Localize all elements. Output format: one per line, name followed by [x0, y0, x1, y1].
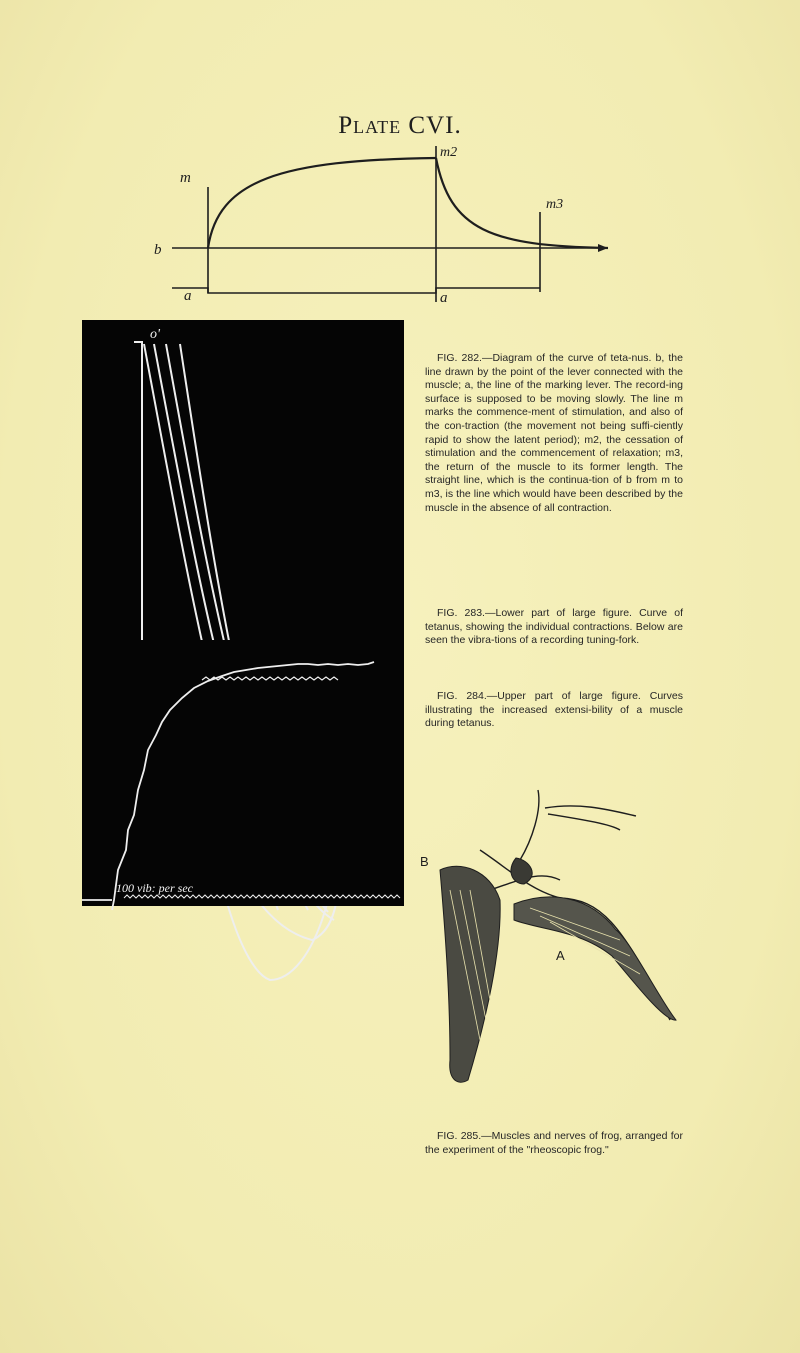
- label-A: A: [556, 948, 565, 963]
- label-b: b: [154, 242, 162, 258]
- label-m2: m2: [440, 145, 458, 160]
- label-m3: m3: [546, 197, 564, 212]
- fig282-diagram: [154, 140, 620, 315]
- label-a-left: a: [184, 288, 192, 304]
- plate-title: Plate CVI.: [338, 112, 462, 139]
- caption-fig284: FIG. 284.—Upper part of large figure. Curves illustrating the increased extensi-bility of a muscle during tetanus.: [425, 690, 683, 730]
- label-B: B: [420, 854, 429, 869]
- label-o-top: o': [150, 327, 160, 342]
- label-m: m: [180, 170, 191, 186]
- caption-fig283: FIG. 283.—Lower part of large figure. Curve of tetanus, showing the individual contractions. Below are seen the vibra-tions of a recording tuning-fork.: [425, 607, 683, 647]
- fig283-tetanus-curve: [82, 640, 404, 906]
- caption-fig285: FIG. 285.—Muscles and nerves of frog, arranged for the experiment of the "rheoscopic frog.": [425, 1130, 683, 1156]
- label-a-right: a: [440, 290, 448, 306]
- caption-fig282: FIG. 282.—Diagram of the curve of teta-nus. b, the line drawn by the point of the lever connected with the muscle; a, the line of the marking lever. The record-ing surface is supposed to be moving slowly. The line m marks the commence-ment of stimulation, and also of the con-traction (the movement not being suffi-ciently rapid to show the latent period); m2, the cessation of stimulation and the commencement of relaxation; m3, the return of the muscle to its former length. The straight line, which is the continua-tion of b from m to m3, is the line which would have been described by the muscle in the absence of all contraction.: [425, 352, 683, 514]
- fig285-frog-muscles-illustration: [420, 780, 700, 1100]
- tuning-fork-label: 100 vib: per sec: [116, 881, 193, 895]
